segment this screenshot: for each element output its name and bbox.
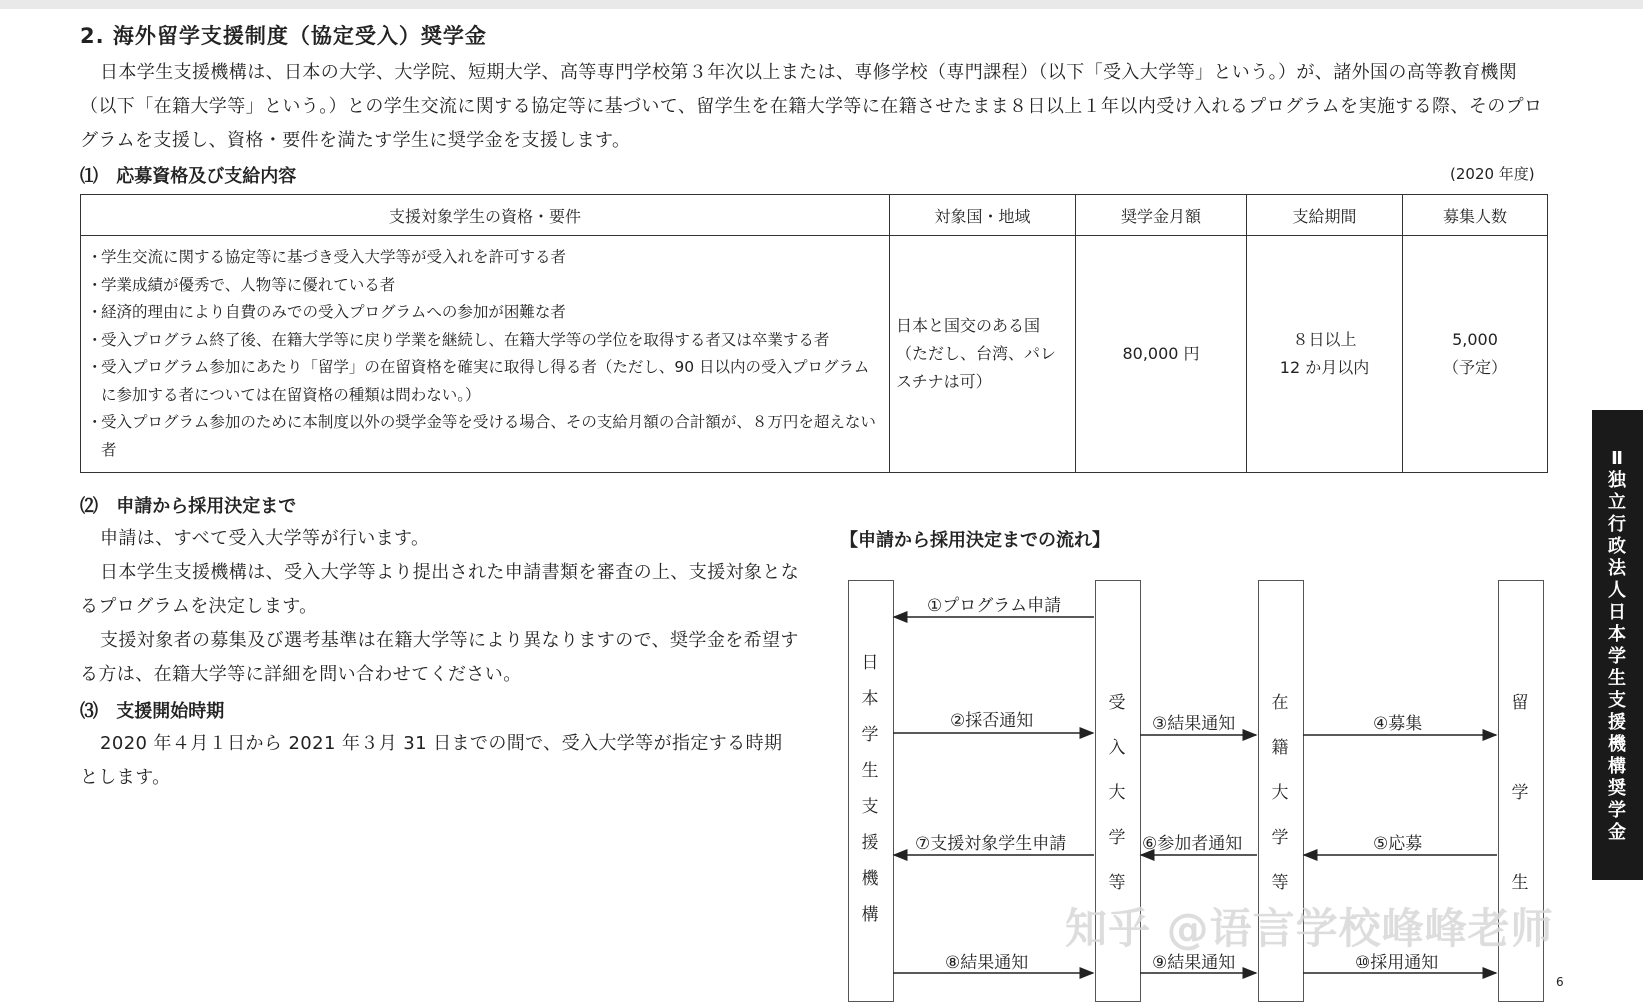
step-label-10: ⑩採用通知 [1355,953,1439,973]
paragraph: 申請は、すべて受入大学等が行います。 [100,528,430,549]
chapter-tab [1592,410,1643,880]
actor-label-char: 学 [1108,828,1126,848]
flow-title: 【申請から採用決定までの流れ】 [840,530,1110,551]
page-number: 6 [1556,975,1564,989]
paragraph: 日本学生支援機構は、受入大学等より提出された申請書類を審査の上、支援対象となるプログラムを決定します。 [80,562,800,617]
step-label-4: ④募集 [1373,714,1423,734]
actor-label-char: 生 [861,761,879,781]
actor-label-char: 機 [861,869,879,889]
actor-label-char: 学 [861,725,879,745]
subsection-2-title: 申請から採用決定まで [116,496,297,517]
actor-label-char: 入 [1108,738,1126,758]
actor-label-char: 等 [1108,873,1126,893]
actor-label-char: 籍 [1271,738,1289,758]
period-min: ８日以上 [1292,330,1357,349]
section-title: 2. 海外留学支援制度（協定受入）奨学金 [80,24,487,48]
step-label-9: ⑨結果通知 [1152,953,1236,973]
step-label-1: ①プログラム申請 [927,596,1062,616]
header-amount: 奨学金月額 [1076,195,1247,236]
header-region: 対象国・地域 [890,195,1076,236]
step-label-6: ⑥参加者通知 [1142,834,1243,854]
amount-cell: 80,000 円 [1076,236,1247,473]
subsection-2-number: ⑵ [80,496,98,517]
subsection-3-body: 2020 年４月１日から 2021 年３月 31 日までの間で、受入大学等が指定する時期とします。 [80,733,783,788]
requirement-item: ・ 学生交流に関する協定等に基づき受入大学等が受入れを許可する者 [87,248,567,266]
actor-label-char: 在 [1271,693,1289,713]
requirement-item: ・ 経済的理由により自費のみでの受入プログラムへの参加が困難な者 [87,303,566,321]
step-label-8: ⑧結果通知 [945,953,1029,973]
count-note: （予定） [1442,358,1507,377]
step-label-2: ②採否通知 [950,711,1034,731]
subsection-3-number: ⑶ [80,701,98,722]
requirement-item: ・ 学業成績が優秀で、人物等に優れている者 [87,275,396,294]
actor-label-char: 支 [861,797,879,817]
subsection-1-title: 応募資格及び支給内容 [116,166,297,187]
header-requirements: 支援対象学生の資格・要件 [81,195,890,236]
actor-label-char: 生 [1511,873,1529,893]
header-period: 支給期間 [1247,195,1403,236]
chapter-tab-label: Ⅱ 独立行政法人 日本学生支援機構奨学金 [1608,448,1626,843]
count-value: 5,000 [1452,330,1498,349]
header-count: 募集人数 [1403,195,1548,236]
actor-label-char: 等 [1271,873,1289,893]
paragraph: 支援対象者の募集及び選考基準は在籍大学等により異なりますので、奨学金を希望する方は、在籍大学等に詳細を問い合わせてください。 [80,630,799,685]
step-label-7: ⑦支援対象学生申請 [915,834,1067,854]
requirement-item: ・ 受入プログラム参加にあたり「留学」の在留資格を確実に取得し得る者（ただし、90 日以内の受入プログラムに参加する者については在留資格の種類は問わない。） [87,358,870,404]
watermark: 知乎 @语言学校峰峰老师 [1065,904,1554,953]
requirement-item: ・ 受入プログラム参加のために本制度以外の奨学金等を受ける場合、その支給月額の合計額が、８万円を超えない者 [87,413,876,459]
requirement-item: ・ 受入プログラム終了後、在籍大学等に戻り学業を継続し、在籍大学等の学位を取得する者又は卒業する者 [87,330,830,349]
subsection-3-title: 支援開始時期 [116,701,225,722]
actor-label-char: 構 [861,905,879,925]
actor-label-char: 本 [861,689,879,709]
step-label-3: ③結果通知 [1152,714,1236,734]
actor-label-char: 大 [1271,783,1289,803]
actor-label-char: 留 [1511,693,1529,713]
fiscal-year-note: (2020 年度) [1450,165,1535,183]
step-label-5: ⑤応募 [1373,834,1423,854]
actor-label-char: 大 [1108,783,1126,803]
actor-label-char: 学 [1271,828,1289,848]
actor-label-char: 日 [861,653,879,673]
actor-label-char: 学 [1511,783,1529,803]
actor-label-char: 受 [1108,693,1126,713]
subsection-1-number: ⑴ [80,166,98,187]
period-max: 12 か月以内 [1279,358,1370,377]
intro-text: 日本学生支援機構は、日本の大学、大学院、短期大学、高等専門学校第３年次以上または、専修学校（専門課程）（以下「受入大学等」という。）が、諸外国の高等教育機関（以下「在籍大学等」という。）との学生交流に関する協定等に基づいて、留学生を在籍大学等に在籍させたまま８日以上１年以内受け入れるプログラムを実施する際、そのプログラムを支援し、資格・要件を満たす学生に奨学金を支援します。 [80,62,1543,151]
region-cell: 日本と国交のある国（ただし、台湾、パレスチナは可） [890,236,1076,473]
actor-label-char: 援 [861,833,879,853]
